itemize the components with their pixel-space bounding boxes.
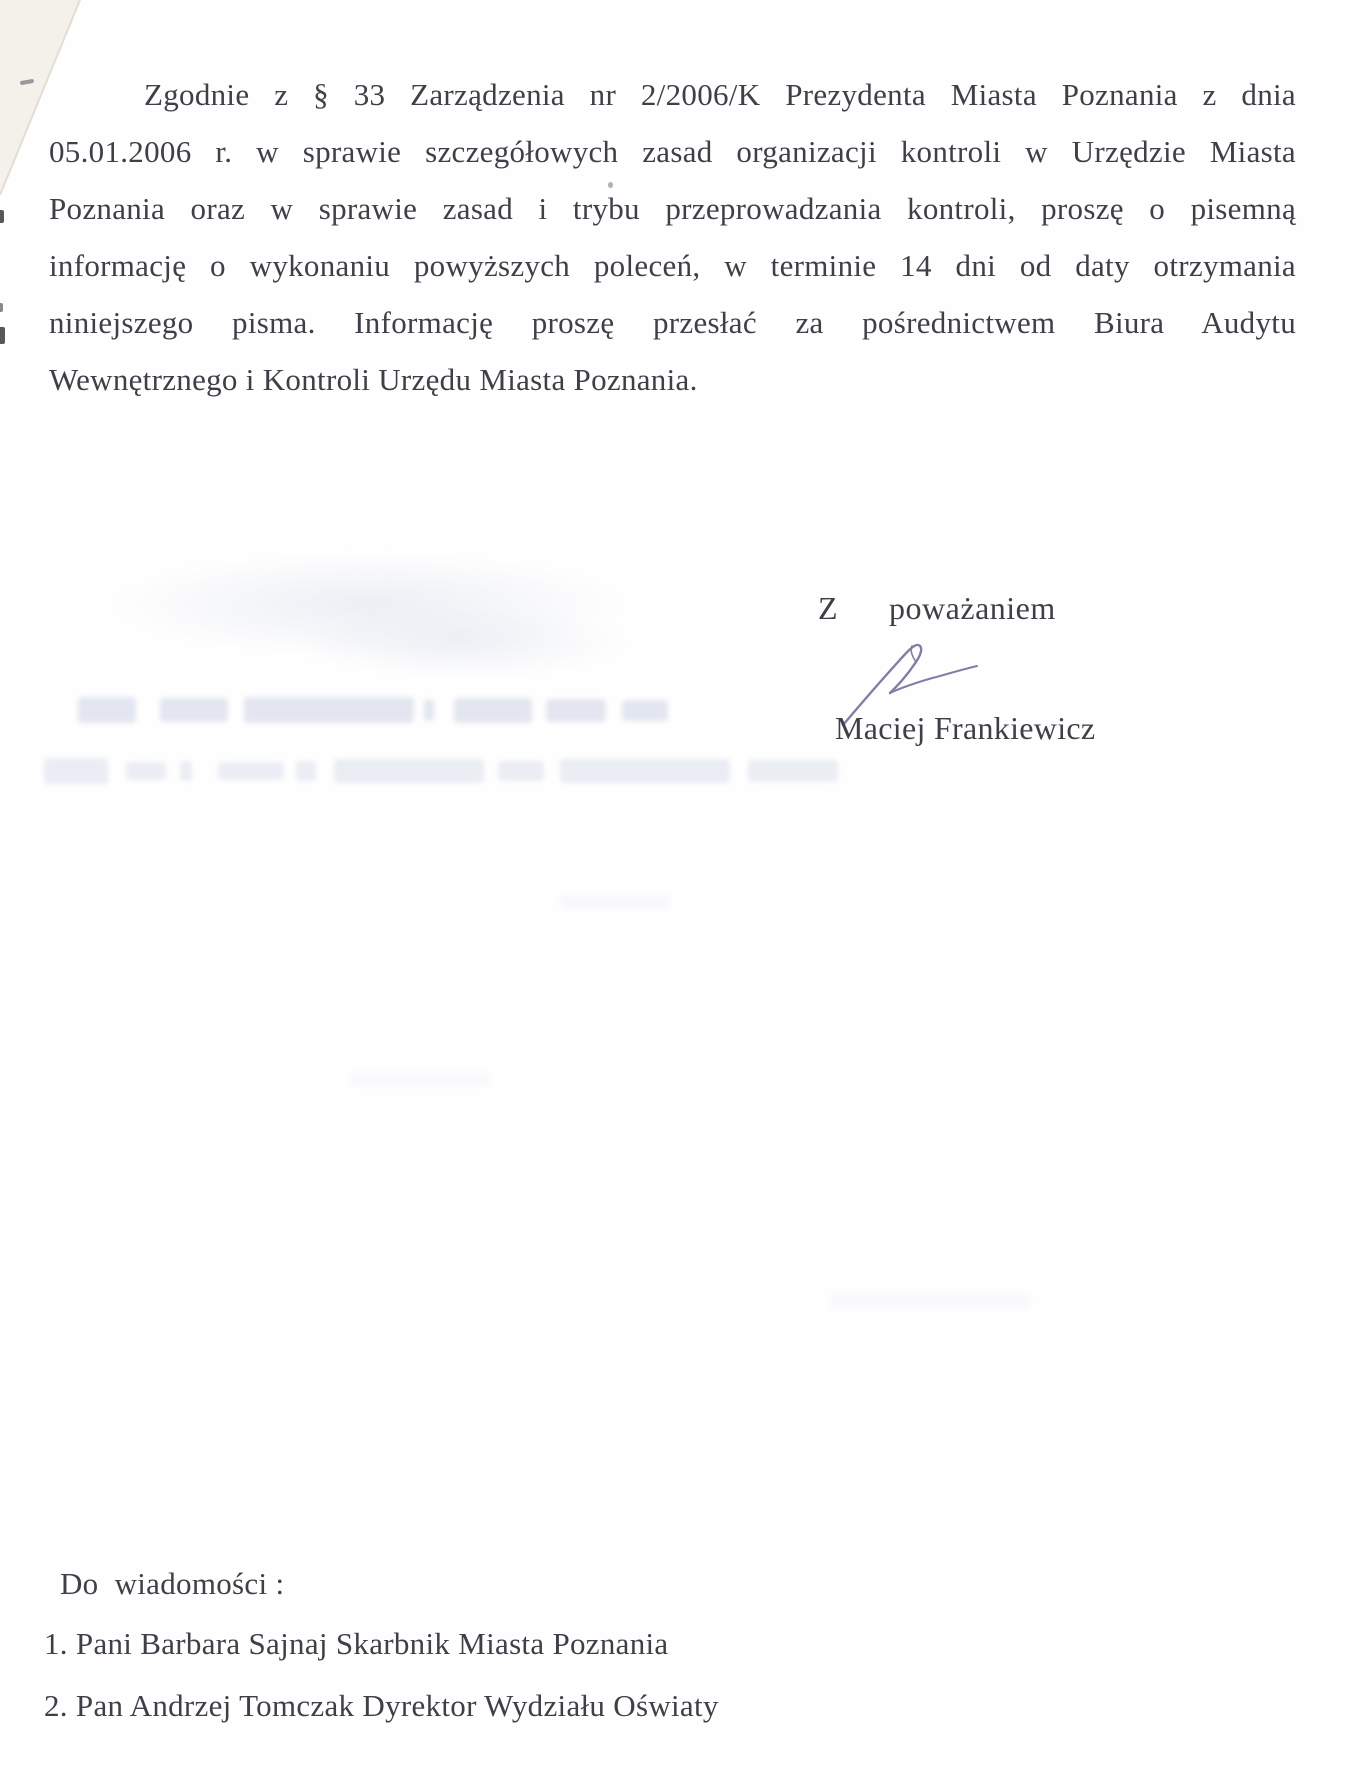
paragraph-line: informację o wykonaniu powyższych poleceń, w terminie 14 dni od daty otrzymania bbox=[49, 248, 1296, 283]
scan-edge-mark bbox=[0, 327, 5, 344]
bleed-through-smudge bbox=[350, 1070, 490, 1088]
closing-salutation: Z poważaniem bbox=[818, 590, 1056, 626]
bleed-through-smudge bbox=[110, 552, 630, 657]
cc-heading: Do wiadomości : bbox=[60, 1566, 285, 1601]
paragraph-line: Poznania oraz w sprawie zasad i trybu przeprowadzania kontroli, proszę o pisemną bbox=[49, 191, 1296, 226]
signer-name: Maciej Frankiewicz bbox=[835, 710, 1096, 746]
paragraph-line: niniejszego pisma. Informację proszę przesłać za pośrednictwem Biura Audytu bbox=[49, 305, 1296, 340]
bleed-through-text-line bbox=[44, 755, 838, 787]
letter-body-paragraph bbox=[49, 66, 1296, 408]
bleed-through-smudge bbox=[830, 1290, 1030, 1312]
bleed-through-smudge bbox=[300, 608, 630, 678]
bleed-through-text-line bbox=[78, 694, 668, 726]
bleed-through-smudge bbox=[560, 893, 670, 911]
paragraph-line: Wewnętrznego i Kontroli Urzędu Miasta Poznania. bbox=[49, 362, 698, 397]
scan-edge-mark bbox=[0, 303, 3, 312]
cc-item: 1. Pani Barbara Sajnaj Skarbnik Miasta Poznania bbox=[44, 1626, 669, 1661]
cc-item: 2. Pan Andrzej Tomczak Dyrektor Wydziału Oświaty bbox=[44, 1688, 719, 1723]
scan-edge-mark bbox=[0, 210, 4, 223]
paragraph-line: Zgodnie z § 33 Zarządzenia nr 2/2006/K Prezydenta Miasta Poznania z dnia bbox=[144, 77, 1296, 112]
paragraph-line: 05.01.2006 r. w sprawie szczegółowych zasad organizacji kontroli w Urzędzie Miasta bbox=[49, 134, 1296, 169]
